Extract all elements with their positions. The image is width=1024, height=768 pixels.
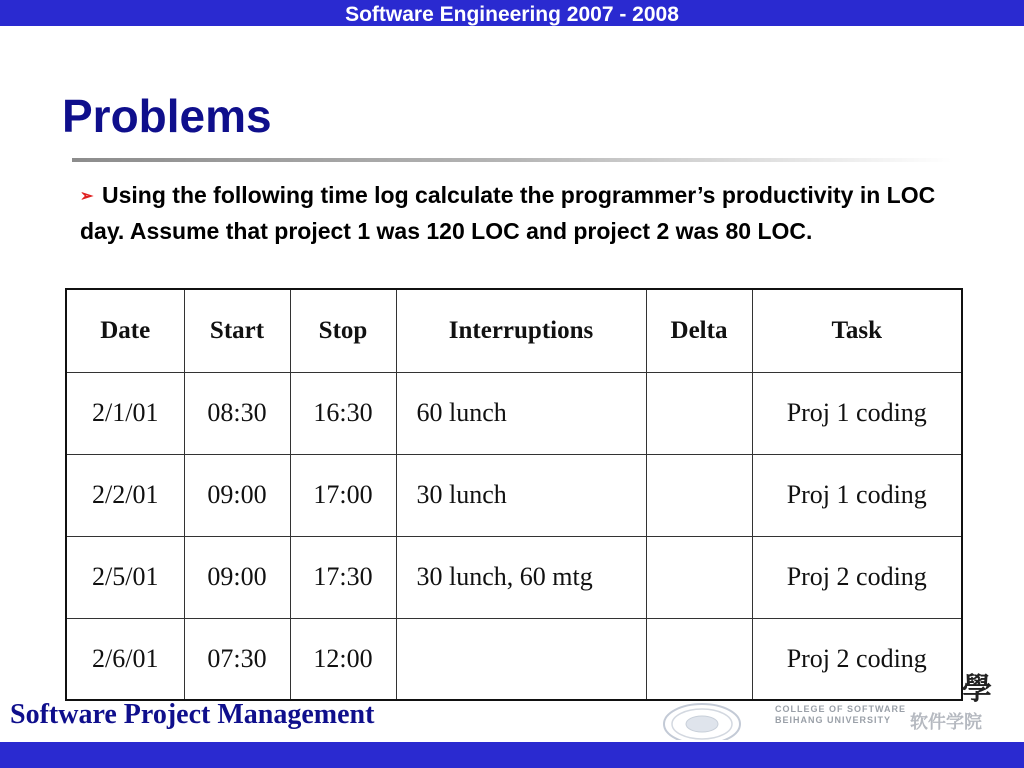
delta-cell xyxy=(646,372,752,454)
title-divider xyxy=(72,158,952,162)
table-row xyxy=(66,454,962,536)
problem-text: Using the following time log calculate the programmer’s productivity in LOC day. Assume that project 1 was 120 LOC and project 2 was 80 LOC. xyxy=(80,182,936,244)
interruptions-cell: 60 lunch xyxy=(396,372,646,454)
task-cell: Proj 2 coding xyxy=(752,536,962,618)
date-cell: 2/1/01 xyxy=(66,372,184,454)
footer-course-title: Software Project Management xyxy=(10,699,375,730)
column-header-delta: Delta xyxy=(646,289,752,372)
slide-title: Problems xyxy=(62,90,272,142)
table-row xyxy=(66,618,962,700)
time-log-table xyxy=(65,288,963,701)
interruptions-cell: 30 lunch xyxy=(396,454,646,536)
interruptions-cell: 30 lunch, 60 mtg xyxy=(396,536,646,618)
bottom-footer-bar xyxy=(0,742,1024,768)
task-cell: Proj 1 coding xyxy=(752,454,962,536)
delta-cell xyxy=(646,454,752,536)
university-seal-logo xyxy=(660,698,744,740)
university-name: BEIHANG UNIVERSITY xyxy=(775,715,892,725)
column-header-date: Date xyxy=(66,289,184,372)
table-row xyxy=(66,372,962,454)
arrowhead-bullet-icon: ➢ xyxy=(80,188,94,205)
table-row xyxy=(66,536,962,618)
stop-cell: 12:00 xyxy=(290,618,396,700)
college-name: COLLEGE OF SOFTWARE xyxy=(775,704,906,714)
date-cell: 2/6/01 xyxy=(66,618,184,700)
column-header-start: Start xyxy=(184,289,290,372)
stop-cell: 16:30 xyxy=(290,372,396,454)
column-header-stop: Stop xyxy=(290,289,396,372)
task-cell: Proj 1 coding xyxy=(752,372,962,454)
university-calligraphy-mark: 學 xyxy=(962,672,992,707)
college-wordmark xyxy=(775,704,1015,734)
start-cell: 07:30 xyxy=(184,618,290,700)
top-header-bar xyxy=(0,0,1024,26)
start-cell: 09:00 xyxy=(184,536,290,618)
table-header-row xyxy=(66,289,962,372)
date-cell: 2/2/01 xyxy=(66,454,184,536)
column-header-interruptions: Interruptions xyxy=(396,289,646,372)
stop-cell: 17:00 xyxy=(290,454,396,536)
delta-cell xyxy=(646,536,752,618)
date-cell: 2/5/01 xyxy=(66,536,184,618)
college-chinese-name: 软件学院 xyxy=(910,712,982,733)
start-cell: 08:30 xyxy=(184,372,290,454)
stop-cell: 17:30 xyxy=(290,536,396,618)
problem-bullet xyxy=(80,178,980,249)
start-cell: 09:00 xyxy=(184,454,290,536)
delta-cell xyxy=(646,618,752,700)
column-header-task: Task xyxy=(752,289,962,372)
interruptions-cell xyxy=(396,618,646,700)
task-cell: Proj 2 coding xyxy=(752,618,962,700)
course-title: Software Engineering 2007 - 2008 xyxy=(345,3,679,26)
